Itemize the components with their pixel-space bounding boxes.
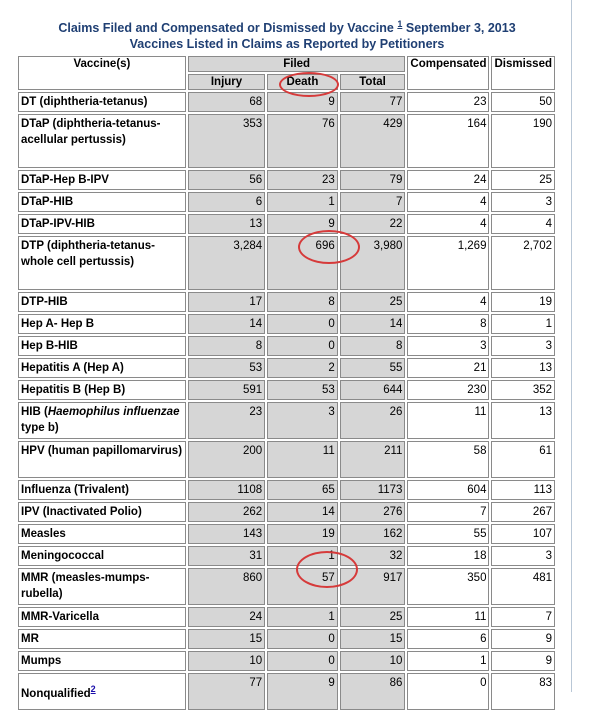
death-value: 3 [267, 402, 338, 439]
vaccine-name-text: Measles [21, 528, 66, 540]
total-value: 32 [340, 546, 406, 566]
vaccine-name [18, 292, 186, 312]
death-value: 1 [267, 546, 338, 566]
death-value: 0 [267, 629, 338, 649]
compensated-value: 164 [407, 114, 489, 168]
vaccine-name-text: DTaP (diphtheria-tetanus-acellular pertussis) [21, 118, 161, 146]
vaccine-name-text: IPV (Inactivated Polio) [21, 506, 142, 518]
compensated-value: 55 [407, 524, 489, 544]
table-row [18, 524, 555, 544]
vaccine-name [18, 170, 186, 190]
vaccine-name [18, 92, 186, 112]
total-value: 55 [340, 358, 406, 378]
vaccine-name [18, 336, 186, 356]
injury-value: 24 [188, 607, 265, 627]
table-row [18, 236, 555, 290]
footnote-2-link[interactable]: 2 [90, 684, 96, 695]
injury-value: 53 [188, 358, 265, 378]
vaccine-name-suffix: type b) [21, 422, 59, 434]
compensated-value: 4 [407, 192, 489, 212]
vaccine-name [18, 358, 186, 378]
vaccine-name-text: DT (diphtheria-tetanus) [21, 96, 148, 108]
injury-value: 17 [188, 292, 265, 312]
dismissed-value: 83 [491, 673, 555, 710]
table-row [18, 92, 555, 112]
vaccine-name [18, 214, 186, 234]
death-value: 0 [267, 314, 338, 334]
vaccine-name-text: DTP-HIB [21, 296, 68, 308]
dismissed-value: 13 [491, 402, 555, 439]
compensated-value: 1 [407, 651, 489, 671]
injury-value: 143 [188, 524, 265, 544]
vaccine-name-text: Mumps [21, 655, 62, 667]
dismissed-value: 9 [491, 629, 555, 649]
compensated-value: 4 [407, 292, 489, 312]
vaccine-name-text: DTaP-HIB [21, 196, 74, 208]
compensated-value: 230 [407, 380, 489, 400]
table-row [18, 651, 555, 671]
table-row [18, 192, 555, 212]
header-total: Total [340, 74, 406, 90]
injury-value: 200 [188, 441, 265, 478]
death-value: 19 [267, 524, 338, 544]
total-value: 86 [340, 673, 406, 710]
header-vaccine: Vaccine(s) [18, 56, 186, 90]
total-value: 644 [340, 380, 406, 400]
total-value: 8 [340, 336, 406, 356]
page-right-border [571, 0, 572, 692]
total-value: 26 [340, 402, 406, 439]
death-value: 1 [267, 607, 338, 627]
table-row [18, 629, 555, 649]
injury-value: 77 [188, 673, 265, 710]
table-row [18, 336, 555, 356]
vaccine-name [18, 114, 186, 168]
vaccine-name-text: MMR (measles-mumps-rubella) [21, 572, 150, 600]
injury-value: 56 [188, 170, 265, 190]
total-value: 276 [340, 502, 406, 522]
vaccine-name-italic: Haemophilus influenzae [47, 406, 180, 418]
total-value: 10 [340, 651, 406, 671]
injury-value: 14 [188, 314, 265, 334]
vaccine-name [18, 314, 186, 334]
table-row [18, 380, 555, 400]
compensated-value: 7 [407, 502, 489, 522]
total-value: 77 [340, 92, 406, 112]
title-date: September 3, 2013 [405, 21, 516, 36]
total-value: 162 [340, 524, 406, 544]
total-value: 429 [340, 114, 406, 168]
dismissed-value: 2,702 [491, 236, 555, 290]
vaccine-name-text: DTaP-Hep B-IPV [21, 174, 109, 186]
death-value: 23 [267, 170, 338, 190]
vaccine-name [18, 380, 186, 400]
table-row [18, 170, 555, 190]
title-line-1 [0, 16, 574, 36]
death-value: 9 [267, 92, 338, 112]
vaccine-name [18, 480, 186, 500]
vaccine-name [18, 402, 186, 439]
vaccine-name-text: Influenza (Trivalent) [21, 484, 129, 496]
injury-value: 3,284 [188, 236, 265, 290]
compensated-value: 1,269 [407, 236, 489, 290]
death-value: 0 [267, 336, 338, 356]
injury-value: 353 [188, 114, 265, 168]
vaccine-name [18, 524, 186, 544]
vaccine-name-text: MMR-Varicella [21, 611, 99, 623]
title-line-2: Vaccines Listed in Claims as Reported by Petitioners [129, 37, 445, 52]
injury-value: 13 [188, 214, 265, 234]
death-value: 14 [267, 502, 338, 522]
vaccine-name-text: MR [21, 633, 39, 645]
compensated-value: 23 [407, 92, 489, 112]
vaccine-name [18, 629, 186, 649]
injury-value: 15 [188, 629, 265, 649]
vaccine-name [18, 568, 186, 605]
dismissed-value: 107 [491, 524, 555, 544]
vaccine-name-text: Hepatitis A (Hep A) [21, 362, 124, 374]
table-row [18, 314, 555, 334]
injury-value: 8 [188, 336, 265, 356]
injury-value: 68 [188, 92, 265, 112]
total-value: 25 [340, 292, 406, 312]
dismissed-value: 4 [491, 214, 555, 234]
dismissed-value: 7 [491, 607, 555, 627]
vaccine-name-text: Nonqualified [21, 687, 91, 700]
dismissed-value: 3 [491, 192, 555, 212]
dismissed-value: 19 [491, 292, 555, 312]
vaccine-name-text: HPV (human papillomarvirus) [21, 445, 183, 457]
death-value: 9 [267, 673, 338, 710]
total-value: 917 [340, 568, 406, 605]
injury-value: 31 [188, 546, 265, 566]
death-value: 9 [267, 214, 338, 234]
death-value: 8 [267, 292, 338, 312]
vaccine-name [18, 502, 186, 522]
vaccine-name-text: Meningococcal [21, 550, 105, 562]
dismissed-value: 352 [491, 380, 555, 400]
dismissed-value: 13 [491, 358, 555, 378]
compensated-value: 21 [407, 358, 489, 378]
compensated-value: 11 [407, 607, 489, 627]
table-row [18, 480, 555, 500]
claims-table [16, 54, 557, 712]
total-value: 79 [340, 170, 406, 190]
compensated-value: 18 [407, 546, 489, 566]
dismissed-value: 9 [491, 651, 555, 671]
footnote-1-link[interactable]: 1 [397, 19, 403, 29]
dismissed-value: 3 [491, 336, 555, 356]
compensated-value: 0 [407, 673, 489, 710]
dismissed-value: 190 [491, 114, 555, 168]
death-value: 53 [267, 380, 338, 400]
death-value: 57 [267, 568, 338, 605]
total-value: 22 [340, 214, 406, 234]
page-title [0, 16, 574, 52]
compensated-value: 24 [407, 170, 489, 190]
vaccine-name [18, 441, 186, 478]
compensated-value: 8 [407, 314, 489, 334]
dismissed-value: 481 [491, 568, 555, 605]
total-value: 25 [340, 607, 406, 627]
vaccine-name-text: Hepatitis B (Hep B) [21, 384, 126, 396]
vaccine-name-text: Hep B-HIB [21, 340, 78, 352]
compensated-value: 604 [407, 480, 489, 500]
total-value: 15 [340, 629, 406, 649]
dismissed-value: 25 [491, 170, 555, 190]
death-value: 2 [267, 358, 338, 378]
compensated-value: 6 [407, 629, 489, 649]
vaccine-name [18, 607, 186, 627]
vaccine-name [18, 546, 186, 566]
table-row [18, 441, 555, 478]
total-value: 1173 [340, 480, 406, 500]
table-row [18, 502, 555, 522]
table-row [18, 292, 555, 312]
injury-value: 591 [188, 380, 265, 400]
compensated-value: 3 [407, 336, 489, 356]
injury-value: 860 [188, 568, 265, 605]
header-death: Death [267, 74, 338, 90]
vaccine-name [18, 192, 186, 212]
dismissed-value: 61 [491, 441, 555, 478]
header-compensated: Compensated [407, 56, 489, 90]
header-filed: Filed [188, 56, 406, 72]
vaccine-name [18, 651, 186, 671]
table-row [18, 214, 555, 234]
vaccine-name-text: DTaP-IPV-HIB [21, 218, 95, 230]
death-value: 11 [267, 441, 338, 478]
compensated-value: 4 [407, 214, 489, 234]
table-row [18, 358, 555, 378]
total-value: 3,980 [340, 236, 406, 290]
injury-value: 1108 [188, 480, 265, 500]
total-value: 14 [340, 314, 406, 334]
table-row [18, 114, 555, 168]
death-value: 76 [267, 114, 338, 168]
dismissed-value: 267 [491, 502, 555, 522]
injury-value: 262 [188, 502, 265, 522]
compensated-value: 350 [407, 568, 489, 605]
injury-value: 10 [188, 651, 265, 671]
vaccine-name-text: Hep A- Hep B [21, 318, 95, 330]
death-value: 0 [267, 651, 338, 671]
injury-value: 6 [188, 192, 265, 212]
death-value: 65 [267, 480, 338, 500]
header-dismissed: Dismissed [491, 56, 555, 90]
vaccine-name-prefix: HIB ( [21, 406, 48, 418]
compensated-value: 11 [407, 402, 489, 439]
dismissed-value: 3 [491, 546, 555, 566]
vaccine-name [18, 236, 186, 290]
compensated-value: 58 [407, 441, 489, 478]
header-injury: Injury [188, 74, 265, 90]
table-row [18, 607, 555, 627]
death-value: 1 [267, 192, 338, 212]
vaccine-name-text: DTP (diphtheria-tetanus-whole cell pertussis) [21, 240, 155, 268]
dismissed-value: 1 [491, 314, 555, 334]
table-row [18, 546, 555, 566]
total-value: 211 [340, 441, 406, 478]
table-row [18, 402, 555, 439]
title-prefix: Claims Filed and Compensated or Dismissed by Vaccine [58, 21, 394, 36]
table-row [18, 568, 555, 605]
total-value: 7 [340, 192, 406, 212]
dismissed-value: 50 [491, 92, 555, 112]
injury-value: 23 [188, 402, 265, 439]
dismissed-value: 113 [491, 480, 555, 500]
death-value: 696 [267, 236, 338, 290]
